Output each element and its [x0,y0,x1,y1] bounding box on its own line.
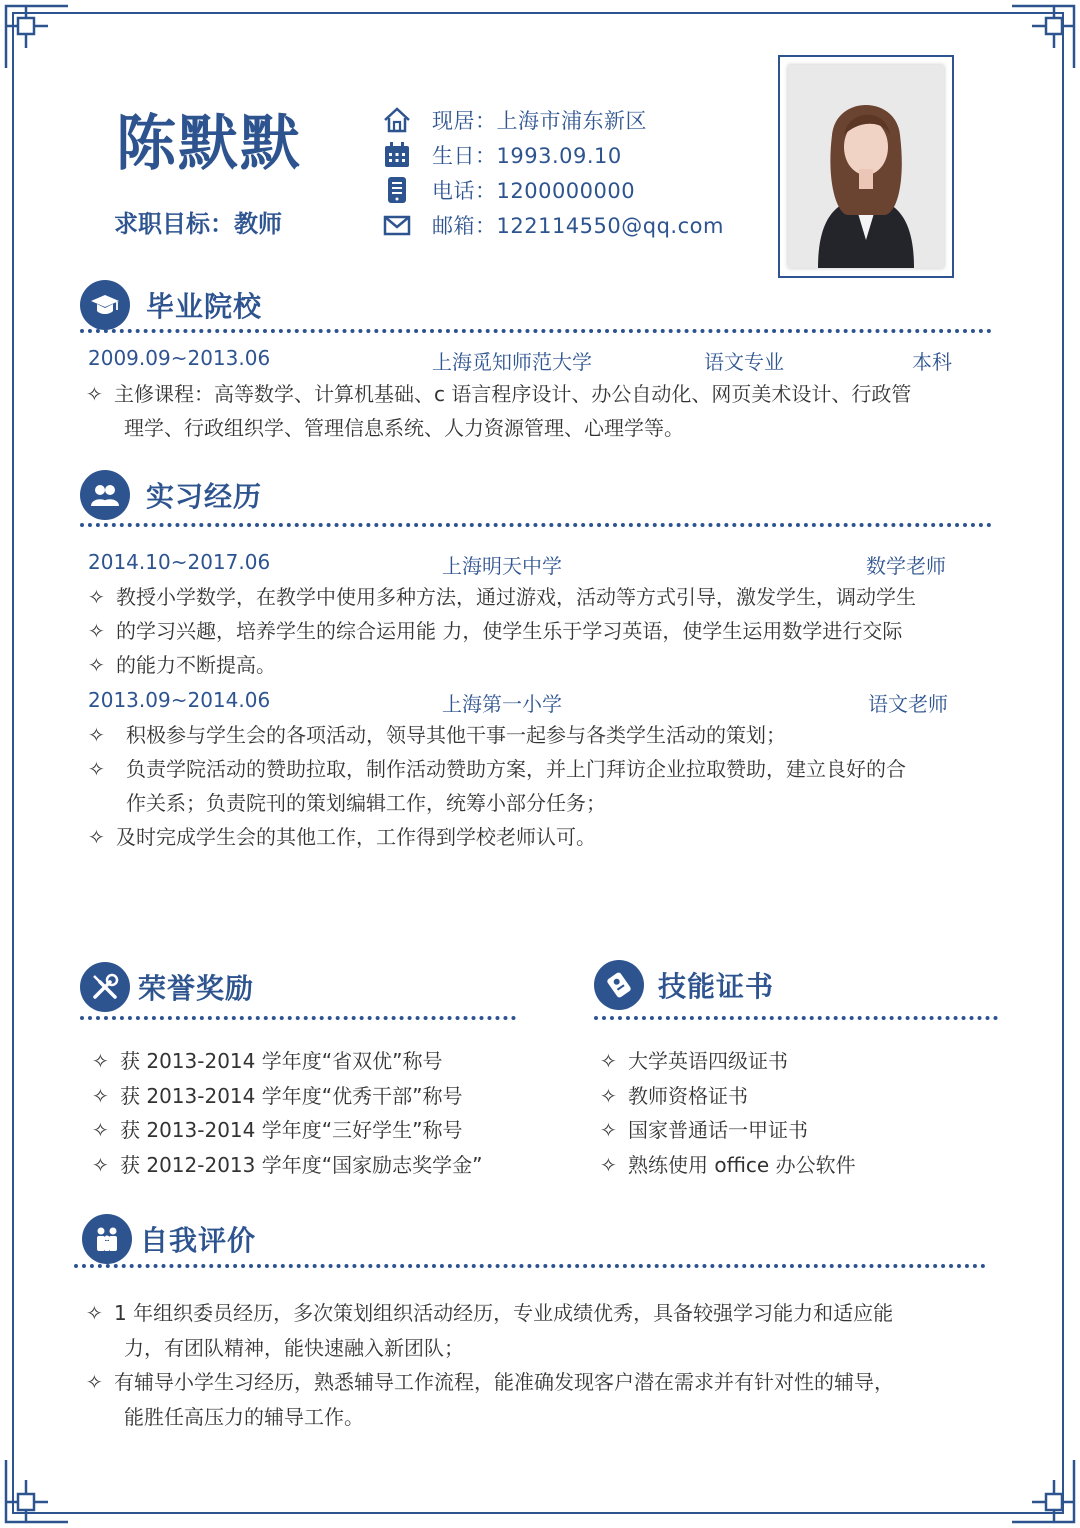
section-internship-header [80,470,262,520]
list-item: ✧ 及时完成学生会的其他工作，工作得到学校老师认可。 [88,825,596,849]
corner-ornament [1010,1458,1076,1524]
list-item: ✧ 大学英语四级证书 [600,1049,788,1073]
corner-ornament [4,1458,70,1524]
group-icon [80,470,130,520]
section-education-header [80,280,262,330]
mail-icon [380,210,414,240]
list-item: ✧ 的学习兴趣，培养学生的综合运用能 力，使学生乐于学习英语，使学生运用数学进行交际 [88,619,903,643]
list-item-continued: 理学、行政组织学、管理信息系统、人力资源管理、心理学等。 [124,416,684,440]
education-major: 语文专业 [704,350,784,374]
family-icon [82,1214,132,1264]
section-title: 技能证书 [658,970,775,1003]
section-skills-header [594,960,774,1010]
section-title: 毕业院校 [146,290,263,323]
contact-info [380,102,724,242]
list-item: ✧ 的能力不断提高。 [88,653,276,677]
list-item: ✧ 教师资格证书 [600,1084,748,1108]
list-item: ✧ 教授小学数学，在教学中使用多种方法，通过游戏，活动等方式引导，激发学生，调动学生 [88,585,916,609]
education-school: 上海觅知师范大学 [432,350,592,374]
list-item: ✧ 1 年组织委员经历，多次策划组织活动经历，专业成绩优秀，具备较强学习能力和适应能 [86,1301,894,1325]
contact-phone: 电话：1200000000 [380,172,724,207]
graduation-cap-icon [80,280,130,330]
section-honors-header [80,962,254,1012]
job-role: 语文老师 [868,692,948,716]
job-role: 数学老师 [866,554,946,578]
phone-icon [380,175,414,205]
section-divider [74,1264,986,1268]
section-title: 荣誉奖励 [138,972,255,1005]
list-item-continued: 能胜任高压力的辅导工作。 [124,1405,364,1429]
education-period: 2009.09~2013.06 [88,346,271,370]
profile-photo-frame [778,55,954,278]
corner-ornament [1010,4,1076,70]
job-organization: 上海第一小学 [442,692,562,716]
contact-address: 现居：上海市浦东新区 [380,102,724,137]
section-title: 自我评价 [140,1224,257,1257]
list-item: ✧ 主修课程：高等数学、计算机基础、c 语言程序设计、办公自动化、网页美术设计、行政管 [86,382,912,406]
contact-email: 邮箱：122114550@qq.com [380,207,724,242]
candidate-name: 陈默默 [116,109,302,179]
section-title: 实习经历 [146,480,263,513]
job-objective: 求职目标：教师 [114,210,282,238]
corner-ornament [4,4,70,70]
calendar-icon [380,140,414,170]
list-item: ✧ 获 2013-2014 学年度“省双优”称号 [92,1049,443,1073]
job-period: 2013.09~2014.06 [88,688,271,712]
contact-birthday: 生日：1993.09.10 [380,137,724,172]
list-item-continued: 力，有团队精神，能快速融入新团队； [124,1336,464,1360]
list-item: ✧ 获 2012-2013 学年度“国家励志奖学金” [92,1153,483,1177]
home-icon [380,105,414,135]
profile-photo [788,65,944,268]
list-item: ✧ 获 2013-2014 学年度“优秀干部”称号 [92,1084,463,1108]
section-divider [80,523,992,527]
list-item: ✧ 国家普通话一甲证书 [600,1118,808,1142]
section-self-eval-header [82,1214,256,1264]
education-degree: 本科 [912,350,952,374]
list-item: ✧ 负责学院活动的赞助拉取，制作活动赞助方案，并上门拜访企业拉取赞助，建立良好的合 [88,757,906,781]
list-item: ✧ 有辅导小学生习经历，熟悉辅导工作流程，能准确发现客户潜在需求并有针对性的辅导， [86,1370,894,1394]
section-divider [80,329,992,333]
section-divider [594,1016,998,1020]
list-item: ✧ 积极参与学生会的各项活动，领导其他干事一起参与各类学生活动的策划； [88,723,786,747]
list-item-continued: 作关系；负责院刊的策划编辑工作，统筹小部分任务； [126,791,606,815]
list-item: ✧ 获 2013-2014 学年度“三好学生”称号 [92,1118,463,1142]
job-period: 2014.10~2017.06 [88,550,271,574]
section-divider [80,1016,516,1020]
certificate-icon [594,960,644,1010]
tools-icon [80,962,130,1012]
job-organization: 上海明天中学 [442,554,562,578]
list-item: ✧ 熟练使用 office 办公软件 [600,1153,856,1177]
